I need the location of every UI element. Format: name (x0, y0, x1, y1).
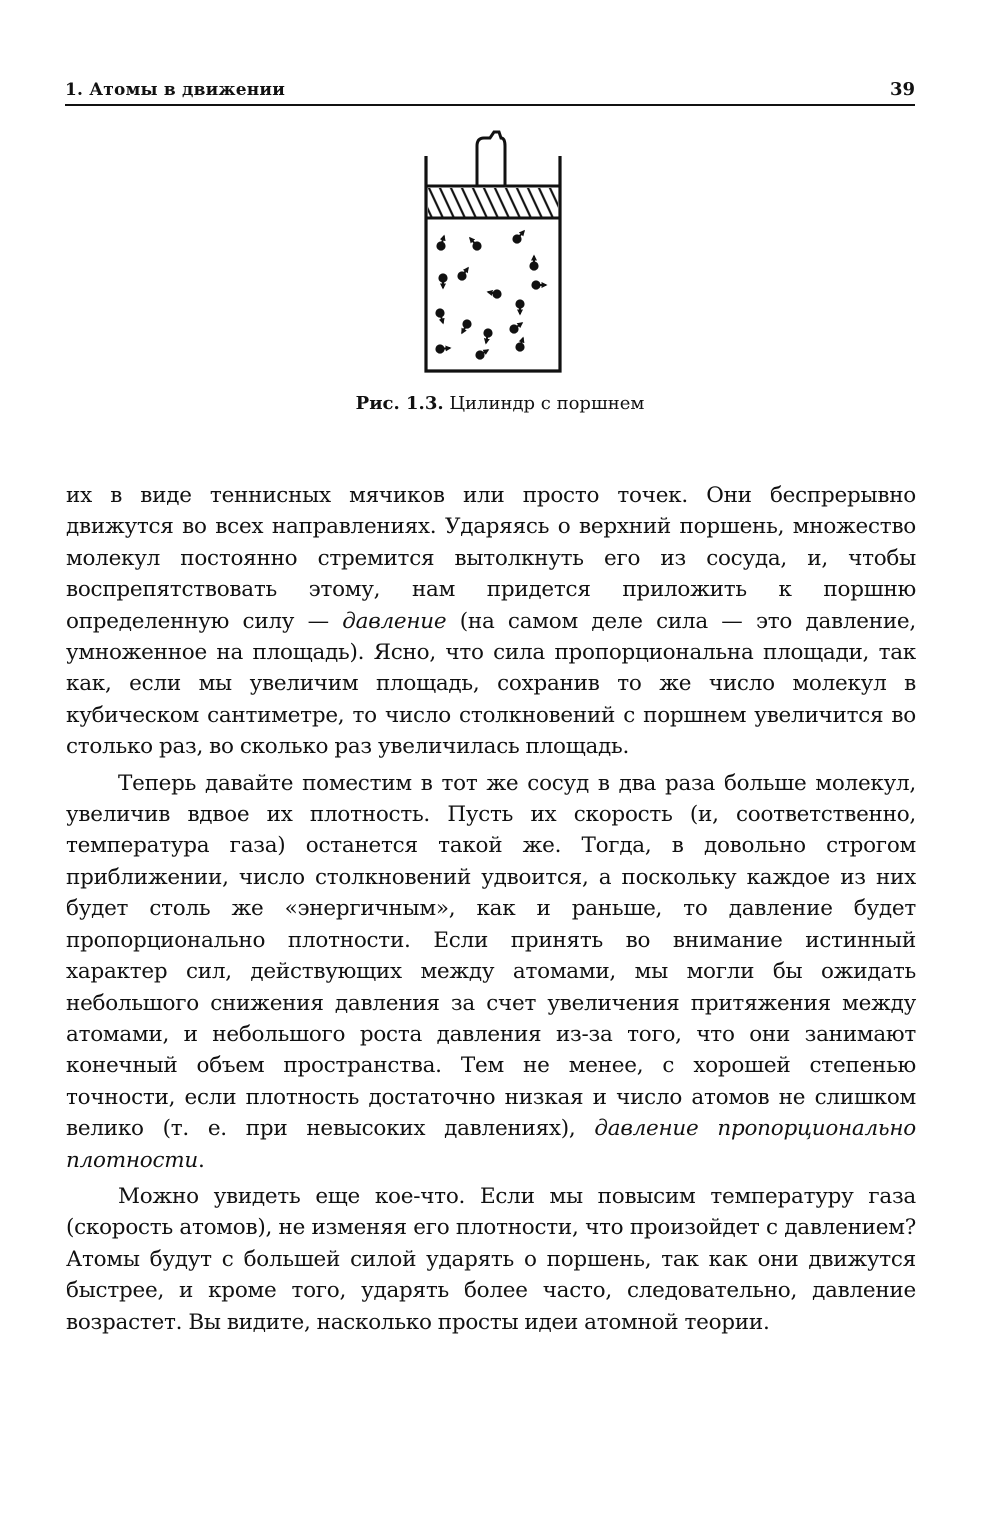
gas-molecules (436, 231, 546, 359)
molecule (516, 300, 523, 314)
molecule (436, 309, 443, 323)
paragraph-2 (66, 768, 916, 1176)
molecule (437, 236, 444, 250)
paragraph-3 (66, 1181, 916, 1338)
caption-text: Цилиндр с поршнем (443, 393, 645, 414)
molecule (476, 350, 488, 359)
caption-label: Рис. 1.3. (355, 393, 444, 414)
body-text (66, 480, 916, 1343)
paragraph-2-emphasis: давление пропорционально плотности (66, 1116, 916, 1173)
page-number: 39 (889, 79, 915, 100)
molecule (488, 290, 501, 297)
molecule (516, 338, 523, 351)
molecule (484, 329, 491, 343)
paragraph-1 (66, 480, 916, 763)
paragraph-3-part-1: Можно увидеть еще кое-что. Если мы повысим температуру газа (скорость атомов), не изменяя его плотности, что произойдет с давлением? Атомы будут с большей силой ударять о поршень, так как они движутся быстрее, и кроме того, ударять более часто, следовательно, давление возрастет. Вы видите, насколько просты идеи атомной теории. (66, 1183, 916, 1335)
molecule (436, 345, 450, 352)
cylinder-figure (410, 128, 590, 378)
molecule (458, 268, 468, 280)
cylinder-piston-illustration (410, 128, 590, 378)
piston (426, 186, 560, 218)
paragraph-2-part-1: Теперь давайте поместим в тот же сосуд в два раза больше молекул, увеличив вдвое их плотность. Пусть их скорость (и, соответственно, температура газа) останется такой же. Тогда, в довольно строгом приближении, число столкновений удвоится, а поскольку каждое из них будет столь же «энергичным», как и раньше, то давление будет пропорционально плотности. Если принять во внимание истинный характер сил, действующих между атомами, мы могли бы ожидать небольшого снижения давления за счет увеличения притяжения между атомами, и небольшого роста давления из-за того, что они занимают конечный объем пространства. Тем не менее, с хорошей степенью точности, если плотность достаточно низкая и число атомов не слишком велико (т. е. при невысоких давлениях), (66, 770, 916, 1142)
figure-caption (0, 393, 1000, 414)
piston-rod (477, 132, 505, 186)
running-header (65, 72, 915, 106)
molecule (510, 323, 522, 333)
paragraph-2-part-3: . (198, 1147, 205, 1173)
molecule (470, 238, 481, 250)
molecule (530, 256, 537, 270)
paragraph-1-part-3: (на самом деле сила — это давление, умноженное на площадь). Ясно, что сила пропорциональна площади, так как, если мы увеличим площадь, сохранив то же число молекул в кубическом сантиметре, то число столкновений с поршнем увеличится во столько раз, во сколько раз увеличилась площадь. (66, 608, 916, 760)
molecule (462, 320, 471, 333)
molecule (439, 274, 446, 288)
paragraph-1-emphasis: давление (342, 608, 447, 634)
molecule (532, 281, 546, 288)
molecule (513, 231, 524, 243)
paragraph-1-part-1: их в виде теннисных мячиков или просто точек. Они беспрерывно движутся во всех направлениях. Ударяясь о верхний поршень, множество молекул постоянно стремится вытолкнуть его из сосуда, и, чтобы воспрепятствовать этому, нам придется приложить к поршню определенную силу — (66, 483, 916, 634)
chapter-title: 1. Атомы в движении (65, 80, 286, 100)
